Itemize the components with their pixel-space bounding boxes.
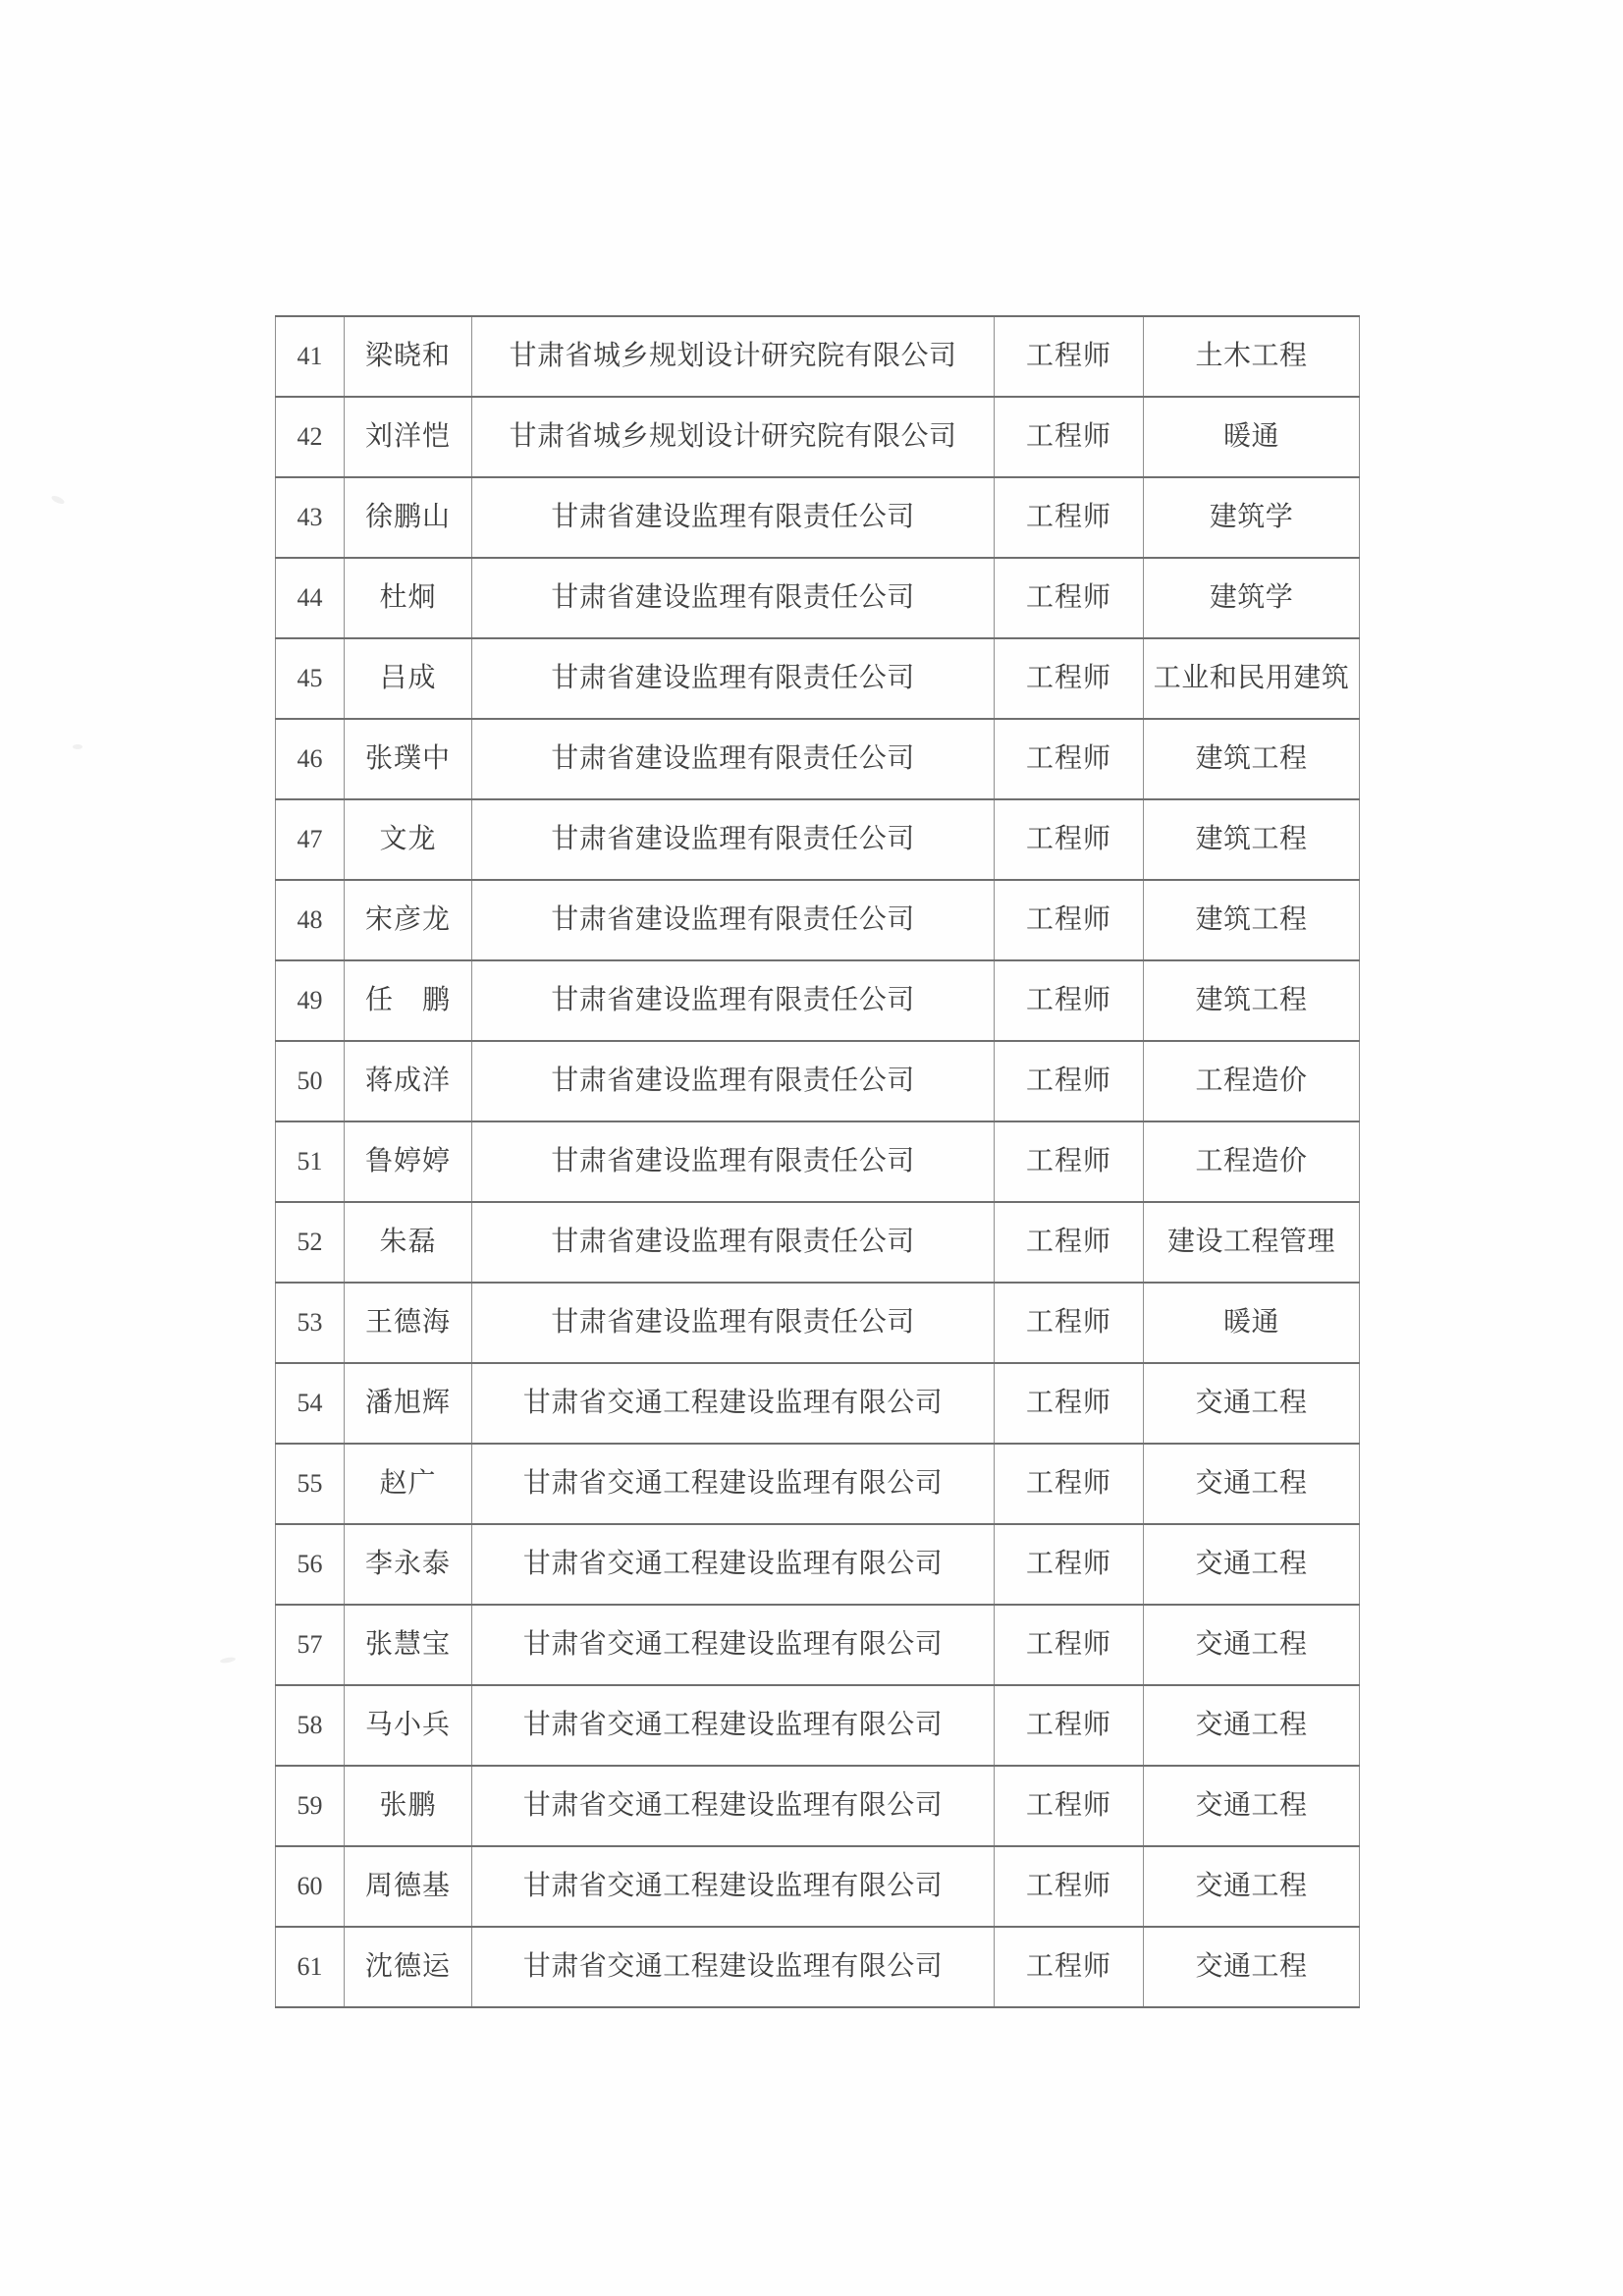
personnel-roster-table: [275, 315, 1360, 2008]
company-cell: 甘肃省城乡规划设计研究院有限公司: [472, 316, 995, 397]
title-cell: 工程师: [995, 1202, 1144, 1283]
specialty-cell: 交通工程: [1144, 1524, 1360, 1605]
name-cell: 张璞中: [345, 719, 472, 799]
specialty-cell: 交通工程: [1144, 1846, 1360, 1927]
table-row: [276, 1846, 1360, 1927]
row-number-cell: 42: [276, 397, 345, 477]
specialty-cell: 建设工程管理: [1144, 1202, 1360, 1283]
table-row: [276, 1283, 1360, 1363]
row-number-cell: 61: [276, 1927, 345, 2007]
name-cell: 张慧宝: [345, 1605, 472, 1685]
name-cell: 蒋成洋: [345, 1041, 472, 1121]
specialty-cell: 工业和民用建筑: [1144, 638, 1360, 719]
row-number-cell: 45: [276, 638, 345, 719]
row-number-cell: 46: [276, 719, 345, 799]
name-cell: 鲁婷婷: [345, 1121, 472, 1202]
company-cell: 甘肃省交通工程建设监理有限公司: [472, 1363, 995, 1444]
table-row: [276, 1202, 1360, 1283]
company-cell: 甘肃省交通工程建设监理有限公司: [472, 1927, 995, 2007]
row-number-cell: 56: [276, 1524, 345, 1605]
company-cell: 甘肃省建设监理有限责任公司: [472, 799, 995, 880]
title-cell: 工程师: [995, 477, 1144, 558]
table-row: [276, 1685, 1360, 1766]
company-cell: 甘肃省建设监理有限责任公司: [472, 638, 995, 719]
company-cell: 甘肃省建设监理有限责任公司: [472, 1202, 995, 1283]
table-row: [276, 1041, 1360, 1121]
name-cell: 吕成: [345, 638, 472, 719]
name-cell: 文龙: [345, 799, 472, 880]
title-cell: 工程师: [995, 1927, 1144, 2007]
specialty-cell: 建筑工程: [1144, 960, 1360, 1041]
name-cell: 潘旭辉: [345, 1363, 472, 1444]
name-cell: 刘洋恺: [345, 397, 472, 477]
row-number-cell: 51: [276, 1121, 345, 1202]
name-cell: 李永泰: [345, 1524, 472, 1605]
specialty-cell: 建筑工程: [1144, 880, 1360, 960]
personnel-roster-body: [276, 316, 1360, 2007]
company-cell: 甘肃省建设监理有限责任公司: [472, 719, 995, 799]
company-cell: 甘肃省交通工程建设监理有限公司: [472, 1685, 995, 1766]
title-cell: 工程师: [995, 397, 1144, 477]
name-cell: 王德海: [345, 1283, 472, 1363]
specialty-cell: 暖通: [1144, 397, 1360, 477]
table-row: [276, 1444, 1360, 1524]
row-number-cell: 55: [276, 1444, 345, 1524]
row-number-cell: 53: [276, 1283, 345, 1363]
specialty-cell: 暖通: [1144, 1283, 1360, 1363]
company-cell: 甘肃省交通工程建设监理有限公司: [472, 1444, 995, 1524]
table-row: [276, 799, 1360, 880]
scan-smudge: [220, 1657, 237, 1665]
name-cell: 任 鹏: [345, 960, 472, 1041]
row-number-cell: 54: [276, 1363, 345, 1444]
specialty-cell: 建筑学: [1144, 477, 1360, 558]
title-cell: 工程师: [995, 1605, 1144, 1685]
table-row: [276, 880, 1360, 960]
company-cell: 甘肃省交通工程建设监理有限公司: [472, 1846, 995, 1927]
row-number-cell: 44: [276, 558, 345, 638]
table-row: [276, 316, 1360, 397]
title-cell: 工程师: [995, 1524, 1144, 1605]
company-cell: 甘肃省建设监理有限责任公司: [472, 960, 995, 1041]
title-cell: 工程师: [995, 638, 1144, 719]
table-row: [276, 719, 1360, 799]
specialty-cell: 交通工程: [1144, 1444, 1360, 1524]
title-cell: 工程师: [995, 719, 1144, 799]
scan-smudge: [50, 494, 65, 505]
specialty-cell: 建筑学: [1144, 558, 1360, 638]
company-cell: 甘肃省交通工程建设监理有限公司: [472, 1524, 995, 1605]
title-cell: 工程师: [995, 960, 1144, 1041]
company-cell: 甘肃省城乡规划设计研究院有限公司: [472, 397, 995, 477]
title-cell: 工程师: [995, 1846, 1144, 1927]
specialty-cell: 建筑工程: [1144, 719, 1360, 799]
name-cell: 张鹏: [345, 1766, 472, 1846]
company-cell: 甘肃省交通工程建设监理有限公司: [472, 1766, 995, 1846]
table-row: [276, 1524, 1360, 1605]
row-number-cell: 60: [276, 1846, 345, 1927]
company-cell: 甘肃省建设监理有限责任公司: [472, 1041, 995, 1121]
table-row: [276, 1121, 1360, 1202]
row-number-cell: 50: [276, 1041, 345, 1121]
row-number-cell: 49: [276, 960, 345, 1041]
title-cell: 工程师: [995, 1283, 1144, 1363]
scan-smudge: [73, 744, 82, 749]
name-cell: 梁晓和: [345, 316, 472, 397]
name-cell: 徐鹏山: [345, 477, 472, 558]
table-row: [276, 960, 1360, 1041]
company-cell: 甘肃省建设监理有限责任公司: [472, 558, 995, 638]
specialty-cell: 工程造价: [1144, 1041, 1360, 1121]
title-cell: 工程师: [995, 1121, 1144, 1202]
title-cell: 工程师: [995, 1041, 1144, 1121]
name-cell: 宋彦龙: [345, 880, 472, 960]
row-number-cell: 52: [276, 1202, 345, 1283]
name-cell: 沈德运: [345, 1927, 472, 2007]
row-number-cell: 43: [276, 477, 345, 558]
table-row: [276, 397, 1360, 477]
title-cell: 工程师: [995, 1685, 1144, 1766]
table-row: [276, 1766, 1360, 1846]
table-row: [276, 1605, 1360, 1685]
row-number-cell: 41: [276, 316, 345, 397]
name-cell: 杜炯: [345, 558, 472, 638]
title-cell: 工程师: [995, 880, 1144, 960]
table-row: [276, 1363, 1360, 1444]
name-cell: 马小兵: [345, 1685, 472, 1766]
row-number-cell: 57: [276, 1605, 345, 1685]
name-cell: 赵广: [345, 1444, 472, 1524]
title-cell: 工程师: [995, 799, 1144, 880]
specialty-cell: 交通工程: [1144, 1685, 1360, 1766]
title-cell: 工程师: [995, 1766, 1144, 1846]
specialty-cell: 交通工程: [1144, 1363, 1360, 1444]
row-number-cell: 58: [276, 1685, 345, 1766]
specialty-cell: 建筑工程: [1144, 799, 1360, 880]
title-cell: 工程师: [995, 1444, 1144, 1524]
company-cell: 甘肃省建设监理有限责任公司: [472, 477, 995, 558]
title-cell: 工程师: [995, 558, 1144, 638]
row-number-cell: 47: [276, 799, 345, 880]
specialty-cell: 交通工程: [1144, 1766, 1360, 1846]
row-number-cell: 59: [276, 1766, 345, 1846]
name-cell: 周德基: [345, 1846, 472, 1927]
company-cell: 甘肃省建设监理有限责任公司: [472, 880, 995, 960]
company-cell: 甘肃省建设监理有限责任公司: [472, 1121, 995, 1202]
table-row: [276, 1927, 1360, 2007]
specialty-cell: 交通工程: [1144, 1927, 1360, 2007]
company-cell: 甘肃省交通工程建设监理有限公司: [472, 1605, 995, 1685]
company-cell: 甘肃省建设监理有限责任公司: [472, 1283, 995, 1363]
specialty-cell: 工程造价: [1144, 1121, 1360, 1202]
title-cell: 工程师: [995, 316, 1144, 397]
title-cell: 工程师: [995, 1363, 1144, 1444]
name-cell: 朱磊: [345, 1202, 472, 1283]
table-row: [276, 477, 1360, 558]
table-row: [276, 638, 1360, 719]
table-row: [276, 558, 1360, 638]
specialty-cell: 土木工程: [1144, 316, 1360, 397]
row-number-cell: 48: [276, 880, 345, 960]
specialty-cell: 交通工程: [1144, 1605, 1360, 1685]
